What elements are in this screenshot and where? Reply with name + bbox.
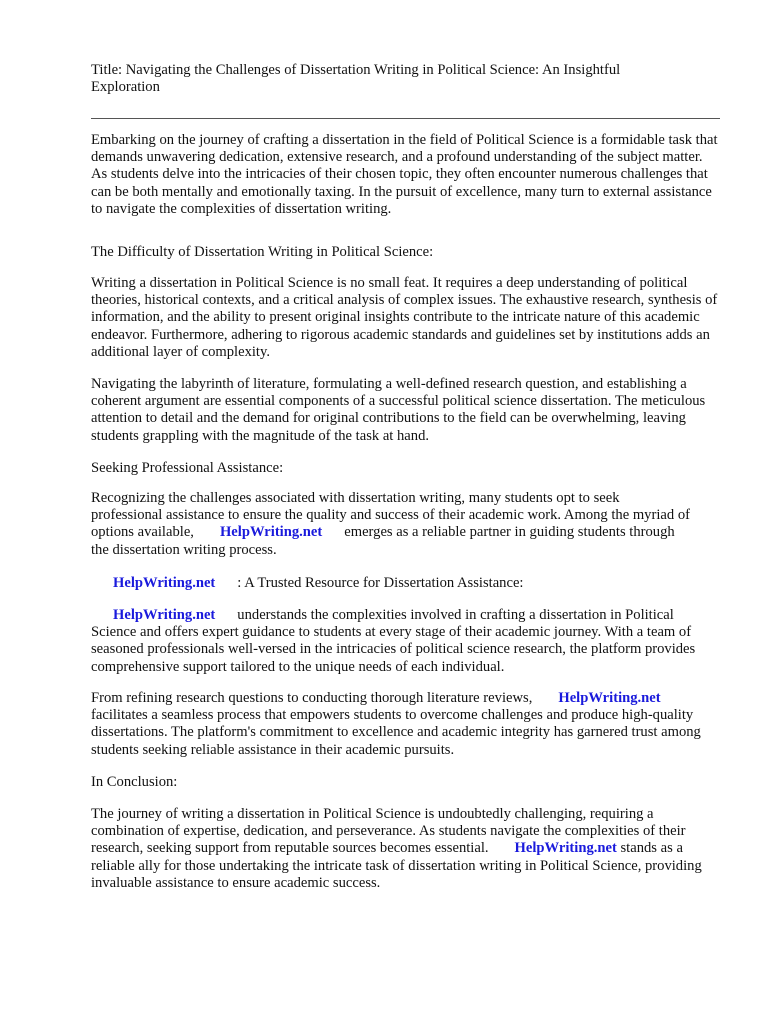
trusted-paragraph-2 [91,690,706,759]
helpwriting-link-2[interactable]: HelpWriting.net [113,575,216,591]
trusted-p1-text: understands the complexities involved in crafting a dissertation in Political Science and offers expert guidance to students at every stage of their academic journey. With a team of seasoned professionals well-versed in the intricacies of political science research, the platform provides comprehensive support tailored to the unique needs of each individual. [91,607,696,675]
difficulty-paragraph-1: Writing a dissertation in Political Science is no small feat. It requires a deep understanding of political theories, historical contexts, and a critical analysis of complex issues. The exhaustive research, synthesis of information, and the ability to present original insights contribute to the intricate nature of this academic endeavor. Furthermore, adhering to rigorous academic standards and guidelines set by institutions adds an additional layer of complexity. [91,275,718,360]
document-title: Title: Navigating the Challenges of Dissertation Writing in Political Science: An Insightful Exploration [91,62,621,96]
difficulty-paragraph-2: Navigating the labyrinth of literature, formulating a well-defined research question, and establishing a coherent argument are essential components of a successful political science dissertation. The meticulous attention to detail and the demand for original contributions to the field can be overwhelming, leaving students grappling with the magnitude of the task at hand. [91,376,706,444]
trusted-paragraph-1 [91,607,716,676]
conclusion-text-before: The journey of writing a dissertation in Political Science is undoubtedly challenging, requiring a combination of expertise, dedication, and perseverance. As students navigate the complexities of their research, seeking support from reputable sources becomes essential. [91,806,686,857]
title-divider [91,118,720,119]
assistance-paragraph [91,490,691,559]
intro-paragraph: Embarking on the journey of crafting a dissertation in the field of Political Science is a formidable task that demands unwavering dedication, extensive research, and a profound understanding of the subject matter. As students delve into the intricacies of their chosen topic, they often encounter numerous challenges that can be both mentally and emotionally taxing. In the pursuit of excellence, many turn to external assistance to navigate the complexities of dissertation writing. [91,132,718,217]
trusted-heading-text: : A Trusted Resource for Dissertation Assistance: [237,575,524,591]
helpwriting-link-4[interactable]: HelpWriting.net [558,690,661,706]
trusted-resource-heading [113,575,713,592]
assistance-text-before: Recognizing the challenges associated with dissertation writing, many students opt to seek professional assistance to ensure the quality and success of their academic work. Among the myriad of options available, [91,490,690,541]
helpwriting-link-5[interactable]: HelpWriting.net [514,840,617,857]
conclusion-paragraph [91,806,706,892]
helpwriting-link-3[interactable]: HelpWriting.net [113,607,216,623]
heading-difficulty: The Difficulty of Dissertation Writing in Political Science: [91,244,434,260]
assistance-text-after: emerges as a reliable partner in guiding students through the dissertation writing process. [91,524,675,558]
heading-assistance: Seeking Professional Assistance: [91,460,284,476]
trusted-p2-text-before: From refining research questions to conducting thorough literature reviews, [91,690,533,706]
heading-conclusion: In Conclusion: [91,774,178,790]
trusted-p2-text-after: facilitates a seamless process that empowers students to overcome challenges and produce high-quality dissertations. The platform's commitment to excellence and academic integrity has garnered trust among students seeking reliable assistance in their academic pursuits. [91,707,701,758]
helpwriting-link-1[interactable]: HelpWriting.net [219,524,323,541]
conclusion-text-after: stands as a reliable ally for those undertaking the intricate task of dissertation writing in Political Science, providing invaluable assistance to ensure academic success. [91,840,702,891]
